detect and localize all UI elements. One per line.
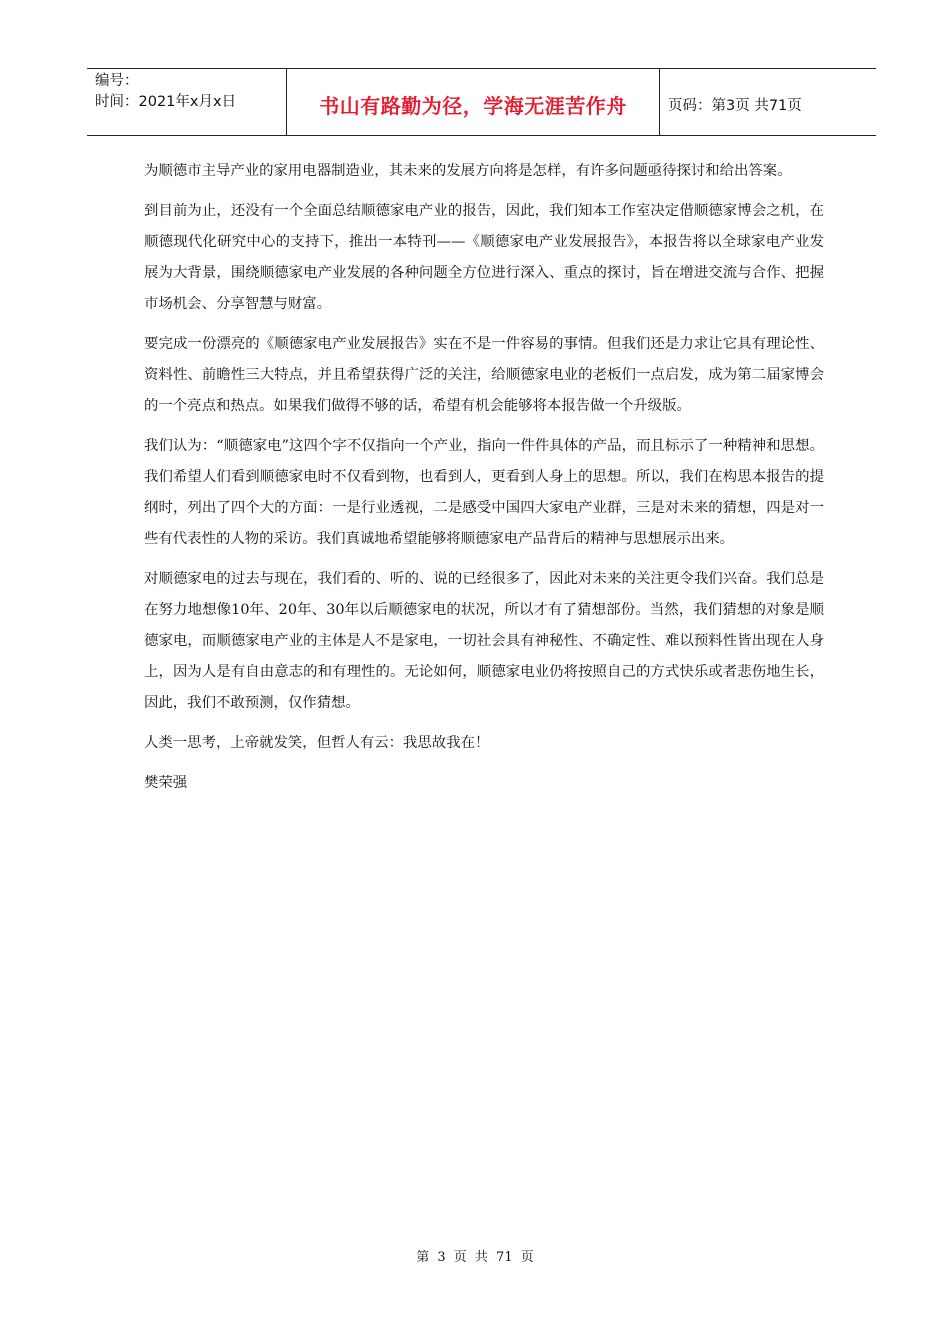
page-footer: 第 3 页 共 71 页 — [416, 1250, 534, 1265]
page-info: 页码：第3页 共71页 — [668, 97, 802, 114]
time-label: 时间：2021年x月x日 — [95, 94, 237, 110]
closing-line: 人类一思考，上帝就发笑，但哲人有云：我思故我在！ — [144, 735, 490, 751]
header-meta — [87, 69, 287, 135]
header-motto-cell — [287, 69, 660, 135]
document-body — [144, 156, 824, 808]
paragraph: 要完成一份漂亮的《顺德家电产业发展报告》实在不是一件容易的事情。但我们还是力求让它具有理论性、资料性、前瞻性三大特点，并且希望获得广泛的关注，给顺德家电业的老板们一点启发，成为第二届家博会的一个亮点和热点。如果我们做得不够的话，希望有机会能够将本报告做一个升级版。 — [144, 336, 824, 414]
number-label: 编号： — [95, 73, 139, 89]
author-signature: 樊荣强 — [144, 775, 188, 791]
paragraph: 对顺德家电的过去与现在，我们看的、听的、说的已经很多了，因此对未来的关注更令我们兴奋。我们总是在努力地想像10年、20年、30年以后顺德家电的状况，所以才有了猜想部份。当然，我们猜想的对象是顺德家电，而顺德家电产业的主体是人不是家电，一切社会具有神秘性、不确定性、难以预料性皆出现在人身上，因为人是有自由意志的和有理性的。无论如何，顺德家电业仍将按照自己的方式快乐或者悲伤地生长，因此，我们不敢预测，仅作猜想。 — [144, 571, 824, 711]
paragraph: 我们认为：“顺德家电”这四个字不仅指向一个产业，指向一件件具体的产品，而且标示了一种精神和思想。我们希望人们看到顺德家电时不仅看到物，也看到人，更看到人身上的思想。所以，我们在构思本报告的提纲时，列出了四个大的方面：一是行业透视，二是感受中国四大家电产业群，三是对未来的猜想，四是对一些有代表性的人物的采访。我们真诚地希望能够将顺德家电产品背后的精神与思想展示出来。 — [144, 438, 824, 547]
header-page-cell — [660, 69, 876, 135]
paragraph: 为顺德市主导产业的家用电器制造业，其未来的发展方向将是怎样，有许多问题亟待探讨和给出答案。 — [144, 163, 792, 179]
paragraph: 到目前为止，还没有一个全面总结顺德家电产业的报告，因此，我们知本工作室决定借顺德家博会之机，在顺德现代化研究中心的支持下，推出一本特刊——《顺德家电产业发展报告》，本报告将以全球家电产业发展为大背景，围绕顺德家电产业发展的各种问题全方位进行深入、重点的探讨，旨在增进交流与合作、把握市场机会、分享智慧与财富。 — [144, 203, 824, 312]
motto: 书山有路勤为径，学海无涯苦作舟 — [319, 93, 627, 118]
document-header — [87, 68, 876, 136]
